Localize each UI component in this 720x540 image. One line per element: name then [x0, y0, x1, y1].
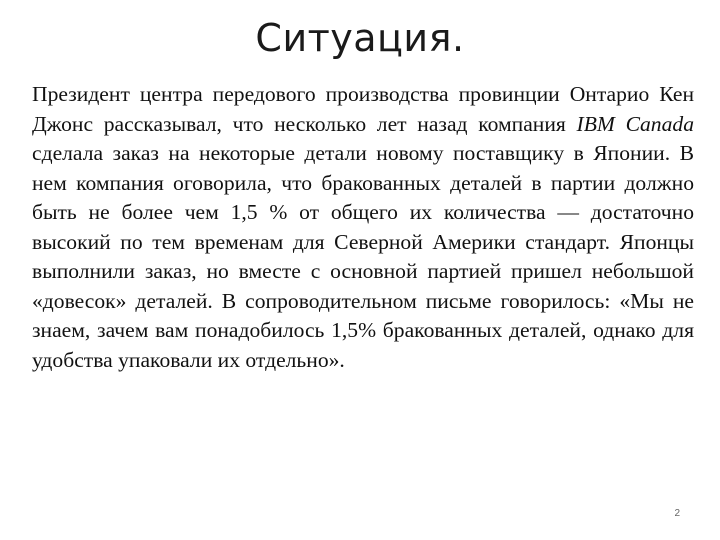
paragraph-text-part1: Президент центра передового производства провинции Онтарио Кен Джонс рассказывал, что несколько лет назад компания — [32, 82, 694, 136]
company-name-emphasis: IBM Canada — [576, 111, 694, 136]
slide-title: Ситуация. — [255, 16, 465, 60]
page-number: 2 — [674, 508, 680, 519]
body-paragraph — [32, 80, 694, 375]
paragraph-text-part2: сделала заказ на некоторые детали новому поставщику в Японии. В нем компания оговорила, что бракованных деталей в партии должно быть не более чем 1,5 % от общего их количества — достаточно высокий по тем временам для Северной Америки стандарт. Японцы выполнили заказ, но вместе с основной партией пришел небольшой «довесок» деталей. В сопроводительном письме говорилось: «Мы не знаем, зачем вам понадобилось 1,5% бракованных деталей, однако для удобства упаковали их отдельно». — [32, 141, 694, 372]
